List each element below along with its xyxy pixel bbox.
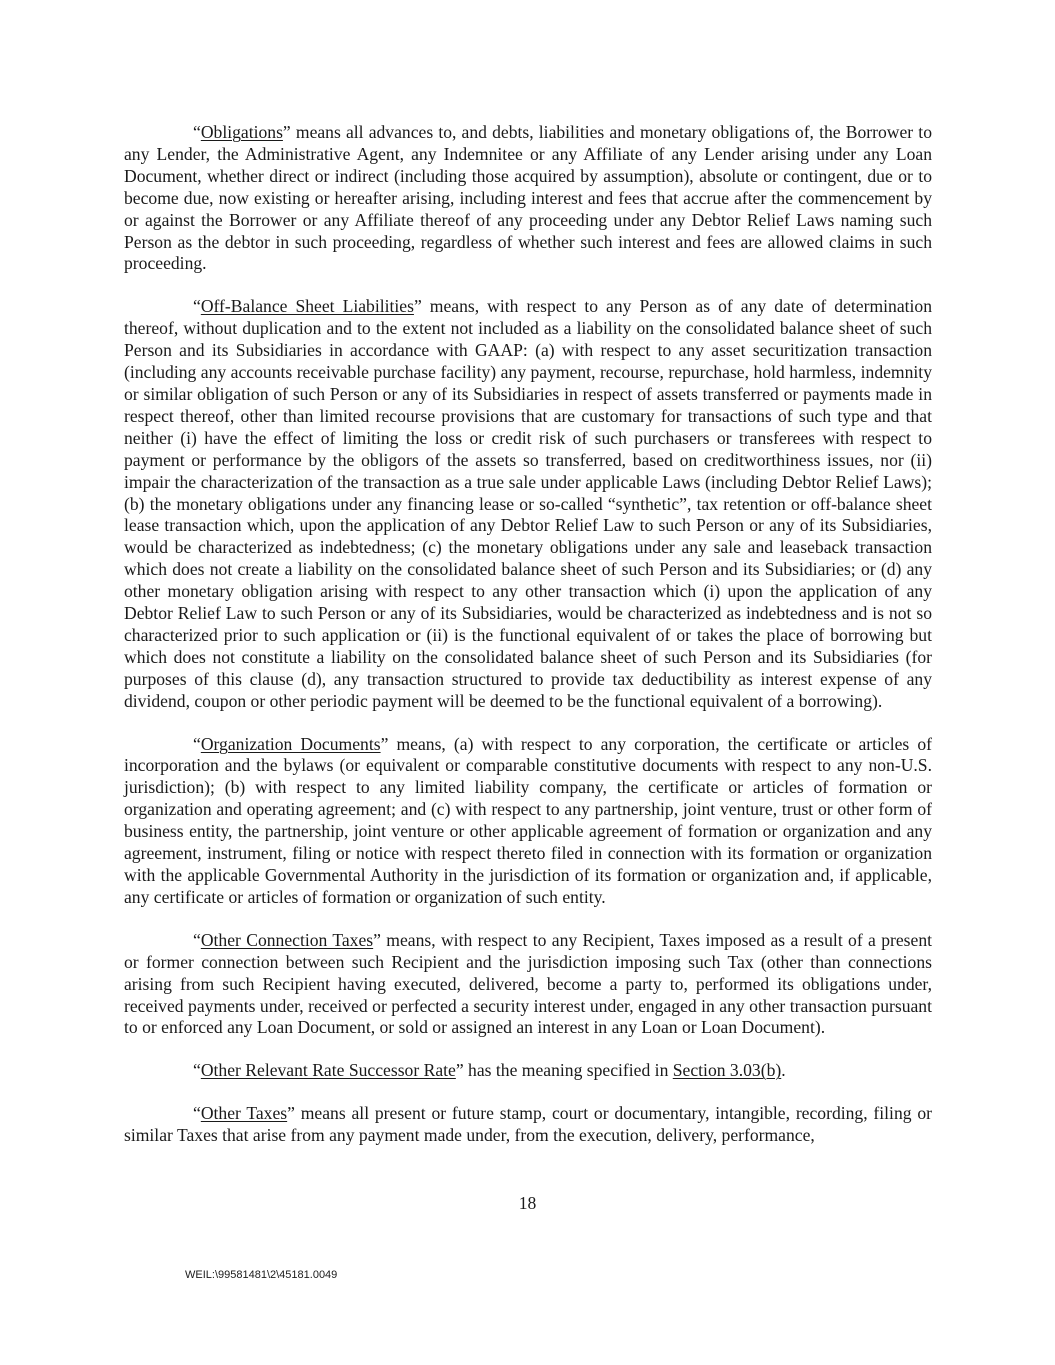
- defined-term: Organization Documents: [200, 733, 381, 754]
- open-quote: “: [193, 296, 201, 317]
- defined-term: Other Connection Taxes: [200, 929, 374, 950]
- definition-body: ” means, with respect to any Recipient, Taxes imposed as a result of a present or former connection between such Recipient and the jurisdiction imposing such Tax (other than connections arising from such Recipient having executed, delivered, become a party to, performed its obligations under, received payments under, received or perfected a security interest under, engaged in any other transaction pursuant to or enforced any Loan Document, or sold or assigned an interest in any Loan or Loan Document).: [124, 929, 932, 1038]
- definition-organization-documents: [124, 734, 932, 909]
- definition-body: ” means all present or future stamp, court or documentary, intangible, recording, filing or similar Taxes that arise from any payment made under, from the execution, delivery, performance,: [124, 1103, 932, 1146]
- defined-term: Obligations: [200, 122, 283, 142]
- open-quote: “: [193, 1060, 201, 1081]
- defined-term: Other Relevant Rate Successor Rate: [200, 1060, 456, 1081]
- page-number: 18: [518, 1193, 537, 1213]
- definition-body: ” means, (a) with respect to any corporation, the certificate or articles of incorporation and the bylaws (or equivalent or comparable constitutive documents with respect to any non-U.S. jurisdiction); (b) with respect to any limited liability company, the certificate or articles of formation or organization and operating agreement; and (c) with respect to any partnership, joint venture, trust or other form of business entity, the partnership, joint venture or other applicable agreement of formation or organization and any agreement, instrument, filing or notice with respect thereto filed in connection with its formation or organization with the applicable Governmental Authority in the jurisdiction of its formation or organization and, if applicable, any certificate or articles of formation or organization of such entity.: [124, 733, 933, 907]
- defined-term: Other Taxes: [200, 1103, 288, 1124]
- definition-other-relevant-rate-successor-rate: [124, 1060, 932, 1082]
- definition-other-connection-taxes: [124, 930, 932, 1040]
- definition-body: ” has the meaning specified in: [455, 1060, 673, 1081]
- open-quote: “: [193, 733, 201, 754]
- definition-other-taxes: [124, 1103, 932, 1147]
- definition-off-balance-sheet-liabilities: [124, 296, 932, 712]
- definition-tail: .: [781, 1060, 786, 1081]
- section-reference-link[interactable]: Section 3.03(b): [672, 1060, 782, 1081]
- defined-term: Off-Balance Sheet Liabilities: [200, 296, 414, 317]
- definition-obligations: [124, 122, 932, 275]
- open-quote: “: [193, 1103, 201, 1124]
- open-quote: “: [193, 929, 201, 950]
- document-id: WEIL:\99581481\2\45181.0049: [185, 1269, 338, 1281]
- document-page: [124, 122, 932, 1168]
- open-quote: “: [193, 122, 201, 142]
- definition-body: ” means, with respect to any Person as of any date of determination thereof, without duplication and to the extent not included as a liability on the consolidated balance sheet of such Person and its Subsidiaries in accordance with GAAP: (a) with respect to any asset securitization transaction (including any accounts receivable purchase facility) any payment, recourse, repurchase, hold harmless, indemnity or similar obligation of such Person or any of its Subsidiaries in respect of assets transferred or payments made in respect thereof, other than limited recourse provisions that are customary for transactions of such type and that neither (i) have the effect of limiting the loss or credit risk of such purchasers or transferees with respect to payment or performance by the obligors of the assets so transferred, based on creditworthiness issues, nor (ii) impair the characterization of the transaction as a true sale under applicable Laws (including Debtor Relief Laws); (b) the monetary obligations under any financing lease or so-called “synthetic”, tax retention or off-balance sheet lease transaction which, upon the application of any Debtor Relief Law to such Person or any of its Subsidiaries, would be characterized as indebtedness; (c) the monetary obligations under any sale and leaseback transaction which does not create a liability on the consolidated balance sheet of such Person and its Subsidiaries; or (d) any other monetary obligation arising with respect to any other transaction which (i) upon the application of any Debtor Relief Law to such Person or any of its Subsidiaries, would be characterized as indebtedness and is not so characterized prior to such application or (ii) is the functional equivalent of or takes the place of borrowing but which does not constitute a liability on the consolidated balance sheet of such Person and its Subsidiaries (for purposes of this clause (d), any transaction structured to provide tax deductibility as interest expense of any dividend, coupon or other periodic payment will be deemed to be the functional equivalent of a borrowing).: [124, 296, 932, 711]
- definition-body: ” means all advances to, and debts, liabilities and monetary obligations of, the Borrower to any Lender, the Administrative Agent, any Indemnitee or any Affiliate of any Lender arising under any Loan Document, whether direct or indirect (including those acquired by assumption), absolute or contingent, due or to become due, now existing or hereafter arising, including interest and fees that accrue after the commencement by or against the Borrower or any Affiliate thereof of any proceeding under any Debtor Relief Laws naming such Person as the debtor in such proceeding, regardless of whether such interest and fees are allowed claims in such proceeding.: [124, 122, 932, 274]
